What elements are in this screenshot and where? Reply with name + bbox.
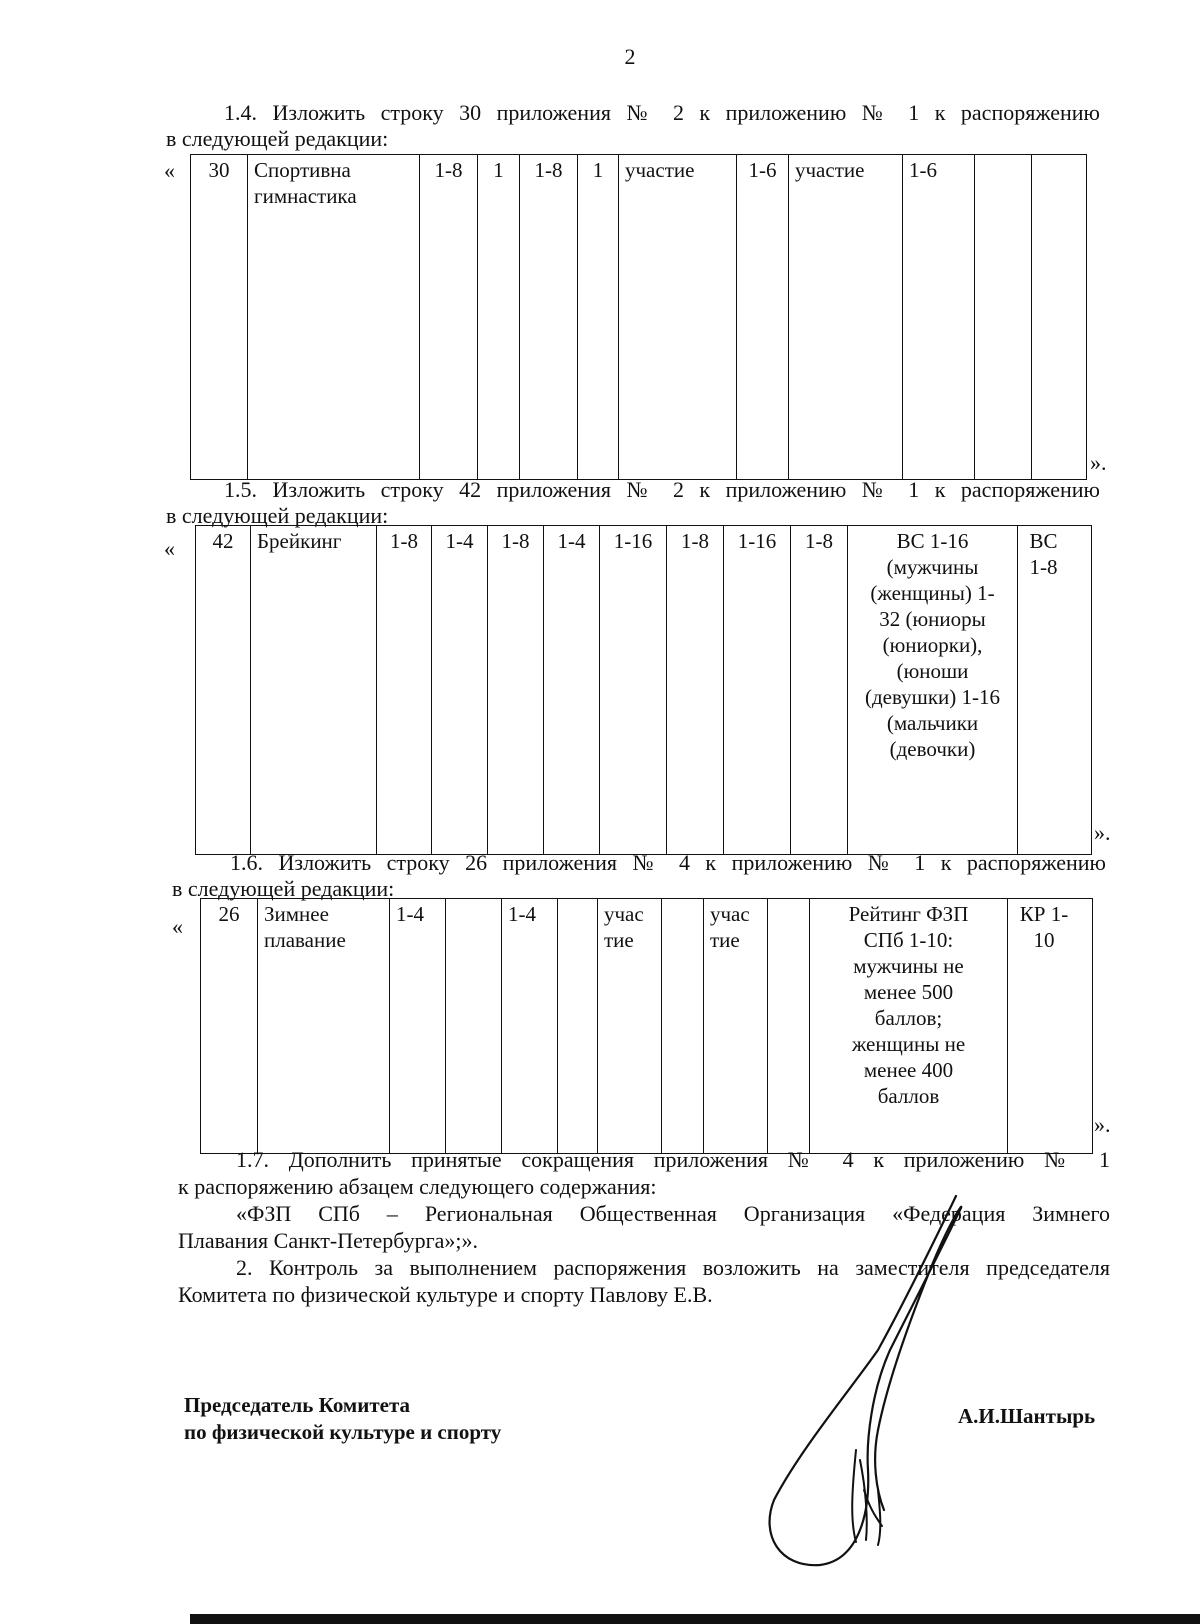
- table-cell: [662, 899, 704, 1154]
- paragraph-line: Комитета по физической культуре и спорту Павлову Е.В.: [178, 1282, 713, 1307]
- quote-open-mark: «: [164, 536, 175, 561]
- table-cell: [768, 899, 810, 1154]
- table-cell: учас тие: [704, 899, 768, 1154]
- table-cell: 1-4: [390, 899, 446, 1154]
- table-row-30: [190, 154, 1087, 480]
- table-cell: 1-4: [544, 526, 600, 855]
- table-cell: 1-8: [488, 526, 544, 855]
- table-row-26: [200, 898, 1093, 1154]
- table-cell: КР 1-10: [1008, 899, 1093, 1154]
- table-cell: 1-8: [377, 526, 432, 855]
- quote-close-mark: ».: [1090, 450, 1107, 475]
- paragraph-1-5: [166, 477, 1100, 529]
- table-cell: 1-8: [520, 155, 578, 480]
- table-cell: ВС 1-16 (мужчины (женщины) 1-32 (юниоры (юниорки), (юноши (девушки) 1-16 (мальчики (девочки): [848, 526, 1018, 855]
- quote-open-mark: «: [164, 158, 175, 183]
- table-cell: 1-8: [791, 526, 848, 855]
- paragraph-line: «ФЗП СПб – Региональная Общественная Организация «Федерация Зимнего: [236, 1201, 1110, 1226]
- paragraph-line: в следующей редакции:: [172, 876, 395, 901]
- paragraph-line: 1.6. Изложить строку 26 приложения № 4 к приложению № 1 к распоряжению: [230, 850, 1106, 875]
- table-cell: Спортивна гимнастика: [248, 155, 420, 480]
- table-cell: 1-4: [432, 526, 488, 855]
- paragraph-1-4: [166, 100, 1100, 152]
- table-cell: Рейтинг ФЗП СПб 1-10: мужчины не менее 500 баллов; женщины не менее 400 баллов: [810, 899, 1008, 1154]
- table-cell: участие: [619, 155, 737, 480]
- table-cell: [1032, 155, 1087, 480]
- quote-close-mark: ».: [1094, 820, 1111, 845]
- table-cell: 1-8: [420, 155, 478, 480]
- table-cell: участие: [789, 155, 903, 480]
- handwritten-signature: [760, 1190, 980, 1580]
- table-cell: 1: [478, 155, 520, 480]
- paragraph-line: в следующей редакции:: [166, 503, 389, 528]
- table-cell: Брейкинг: [251, 526, 377, 855]
- paragraph-line: в следующей редакции:: [166, 126, 389, 151]
- table-cell: ВС 1-8: [1018, 526, 1092, 855]
- paragraph-1-6: [172, 850, 1106, 902]
- table-cell: [446, 899, 502, 1154]
- paragraph-line: к распоряжению абзацем следующего содержания:: [178, 1174, 657, 1199]
- table-cell: 1-16: [724, 526, 791, 855]
- signatory-title-line: Председатель Комитета: [184, 1393, 411, 1417]
- signatory-title: [184, 1392, 501, 1446]
- table-cell: 30: [191, 155, 248, 480]
- table-cell: 26: [201, 899, 258, 1154]
- paragraph-line: Плавания Санкт-Петербурга»;».: [178, 1228, 478, 1253]
- table-cell: 1-6: [737, 155, 789, 480]
- scan-edge-line: [190, 1614, 1200, 1624]
- table-cell: учас тие: [598, 899, 662, 1154]
- paragraph-line: 1.4. Изложить строку 30 приложения № 2 к приложению № 1 к распоряжению: [224, 100, 1100, 125]
- signatory-name: А.И.Шантырь: [958, 1404, 1096, 1428]
- quote-open-mark: «: [172, 914, 183, 939]
- signatory-title-line: по физической культуре и спорту: [184, 1420, 502, 1444]
- table-cell: 42: [196, 526, 251, 855]
- paragraph-line: 1.5. Изложить строку 42 приложения № 2 к приложению № 1 к распоряжению: [224, 477, 1100, 502]
- table-cell: [558, 899, 598, 1154]
- quote-close-mark: ».: [1094, 1112, 1111, 1137]
- paragraph-line: 1.7. Дополнить принятые сокращения приложения № 4 к приложению № 1: [236, 1147, 1110, 1172]
- table-cell: [975, 155, 1032, 480]
- paragraph-line: 2. Контроль за выполнением распоряжения возложить на заместителя председателя: [236, 1255, 1110, 1280]
- table-cell: 1-6: [903, 155, 975, 480]
- table-row-42: [195, 525, 1092, 855]
- table-cell: 1-16: [600, 526, 667, 855]
- table-cell: Зимнее плавание: [258, 899, 390, 1154]
- page-number: 2: [624, 44, 636, 69]
- table-cell: 1-8: [667, 526, 724, 855]
- table-cell: 1-4: [502, 899, 558, 1154]
- table-cell: 1: [578, 155, 619, 480]
